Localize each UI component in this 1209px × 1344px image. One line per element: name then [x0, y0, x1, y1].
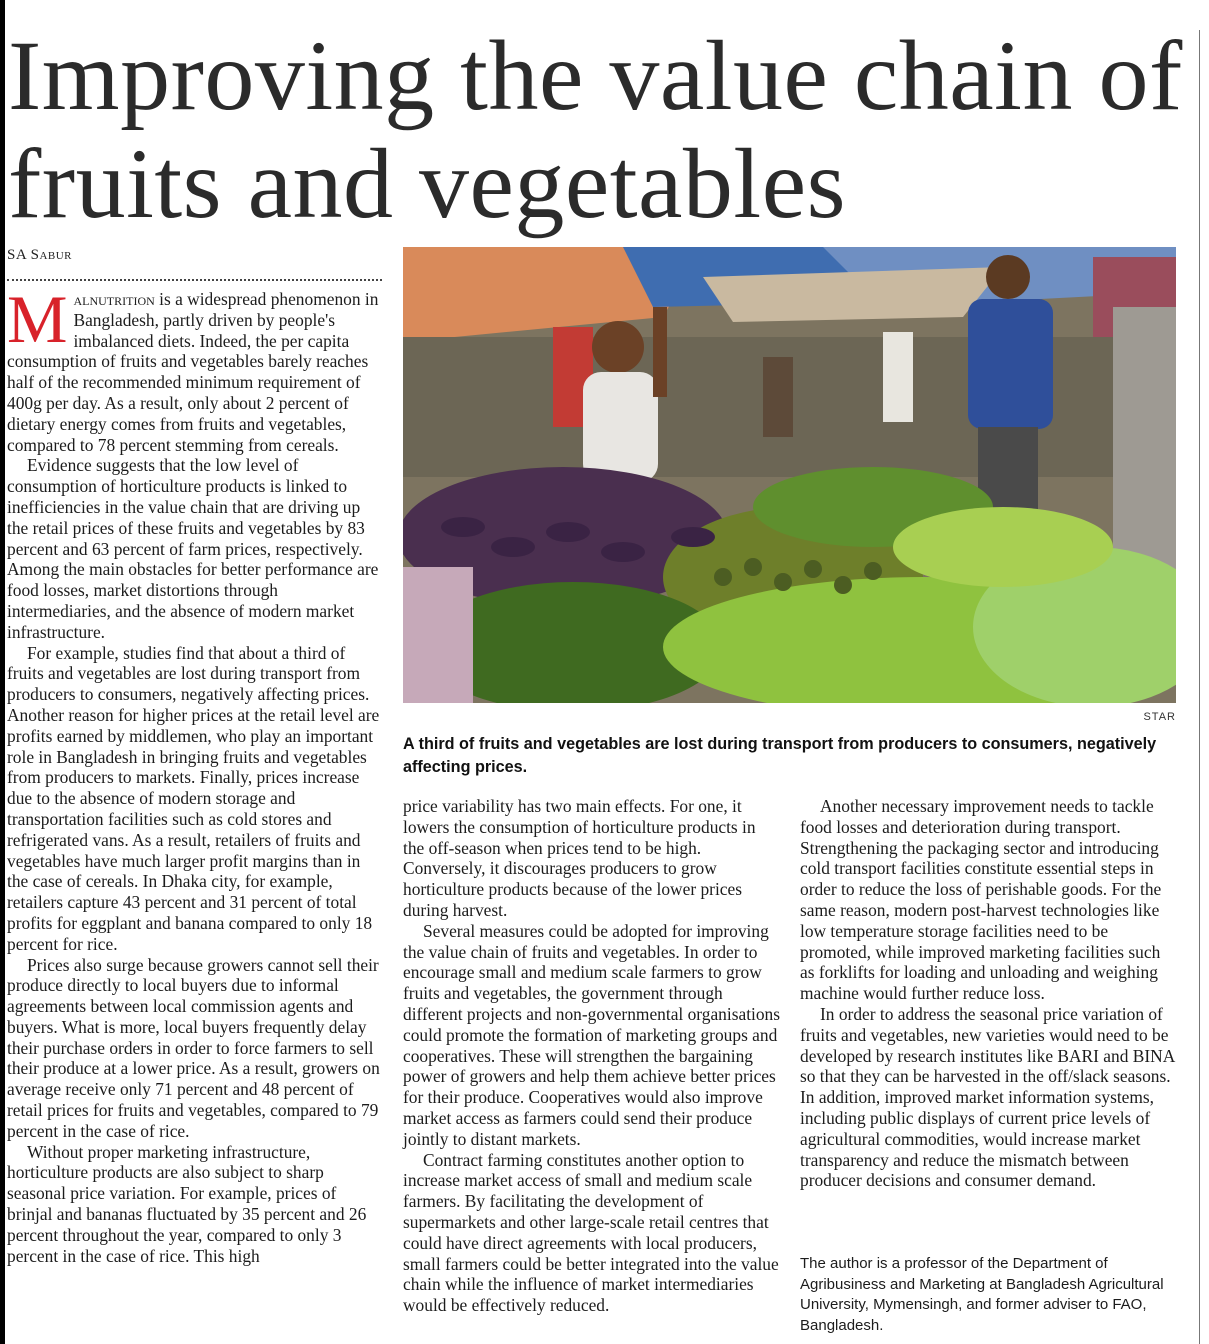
market-photo-illustration: [403, 247, 1176, 703]
photo-credit: STAR: [1143, 711, 1176, 723]
paragraph: Contract farming constitutes another option to increase market access of small and medium scale farmers. By facilitating the development of supermarkets and other large-scale retail centres that could have direct agreements with local producers, small farmers could be better integrated into the value chain while the influence of market intermediaries would be effectively reduced.: [403, 1149, 779, 1316]
column-1: [7, 281, 384, 1266]
column-2: [403, 796, 780, 1316]
byline: SA Sabur: [7, 247, 73, 263]
paragraph: Prices also surge because growers cannot sell their produce directly to local buyers due to informal agreements between local commission agents and buyers. What is more, local buyers frequently delay their purchase orders in order to force farmers to sell their produce at a lower price. As a result, growers on average receive only 71 percent and 48 percent of retail prices for fruits and vegetables, compared to 79 percent in the case of rice.: [7, 954, 380, 1141]
continuation-paragraph: price variability has two main effects. For one, it lowers the consumption of horticulture products in the off-season when prices tend to be high. Conversely, it discourages producers to grow horticulture products because of the lower prices during harvest.: [403, 796, 756, 920]
paragraph: Evidence suggests that the low level of consumption of horticulture products is linked to inefficiencies in the value chain that are driving up the retail prices of these fruits and vegetables by 83 percent and 63 percent of farm prices, respectively. Among the main obstacles for better performance are food losses, market distortions through intermediaries, and the absence of modern market infrastructure.: [7, 455, 379, 642]
author-bio: The author is a professor of the Department of Agribusiness and Marketing at Bangladesh Agricultural University, Mymensingh, and former adviser to FAO, Bangladesh.: [800, 1255, 1164, 1334]
paragraph: Several measures could be adopted for improving the value chain of fruits and vegetables. In order to encourage small and medium scale farmers to grow fruits and vegetables, the government through different projects and non-governmental organisations could promote the formation of marketing groups and cooperatives. These will strengthen the bargaining power of growers and help them achieve better prices for their produce. Cooperatives would also improve market access as farmers could send their produce jointly to distant markets.: [403, 920, 781, 1149]
column-3: [800, 796, 1177, 1191]
paragraph: For example, studies find that about a third of fruits and vegetables are lost during transport from producers to consumers, negatively affecting prices. Another reason for higher prices at the retail level are profits earned by middlemen, who play an important role in Bangladesh in bringing fruits and vegetables from producers to markets. Finally, prices increase due to the absence of modern storage and transportation facilities such as cold stores and refrigerated vans. As a result, retailers of fruits and vegetables have much larger profit margins than in the case of cereals. In Dhaka city, for example, retailers capture 43 percent and 31 percent of total profits for eggplant and banana compared to only 18 percent for rice.: [7, 642, 380, 954]
drop-cap: M: [7, 281, 68, 357]
headline: Improving the value chain of fruits and vegetables: [8, 20, 1183, 239]
photo-caption: A third of fruits and vegetables are lost during transport from producers to consumers, negatively affecting prices.: [403, 735, 1157, 776]
paragraph: In order to address the seasonal price variation of fruits and vegetables, new varieties would need to be developed by research institutes like BARI and BINA so that they can be harvested in the off/slack seasons. In addition, improved market information systems, including public displays of current price levels of agricultural commodities, would increase market transparency and reduce the mismatch between producer decisions and consumer demand.: [800, 1003, 1175, 1191]
left-edge-bar: [0, 0, 5, 1344]
lead-paragraph: [7, 281, 384, 455]
column-rule: [1199, 30, 1200, 1344]
paragraph: Another necessary improvement needs to tackle food losses and deterioration during transport. Strengthening the packaging sector and introducing cold transport facilities constitute essential steps in order to reduce the loss of perishable goods. For the same reason, modern post-harvest technologies like low temperature storage facilities need to be promoted, while improved marketing facilities such as forklifts for loading and unloading and weighing machine would further reduce loss.: [800, 796, 1162, 1004]
paragraph: Without proper marketing infrastructure, horticulture products are also subject to sharp seasonal price variation. For example, prices of brinjal and bananas fluctuated by 35 percent and 26 percent throughout the year, compared to only 3 percent in the case of rice. This high: [7, 1141, 367, 1266]
market-photo: [403, 247, 1176, 703]
lead-smallcaps: alnutrition: [73, 289, 155, 309]
lead-text: is a widespread phenomenon in Bangladesh, partly driven by people's imbalanced diets. Indeed, the per capita consumption of fruits and vegetables barely reaches half of the recommended minimum requirement of 400g per day. As a result, only about 2 percent of dietary energy comes from fruits and vegetables, compared to 78 percent stemming from cereals.: [7, 289, 379, 455]
